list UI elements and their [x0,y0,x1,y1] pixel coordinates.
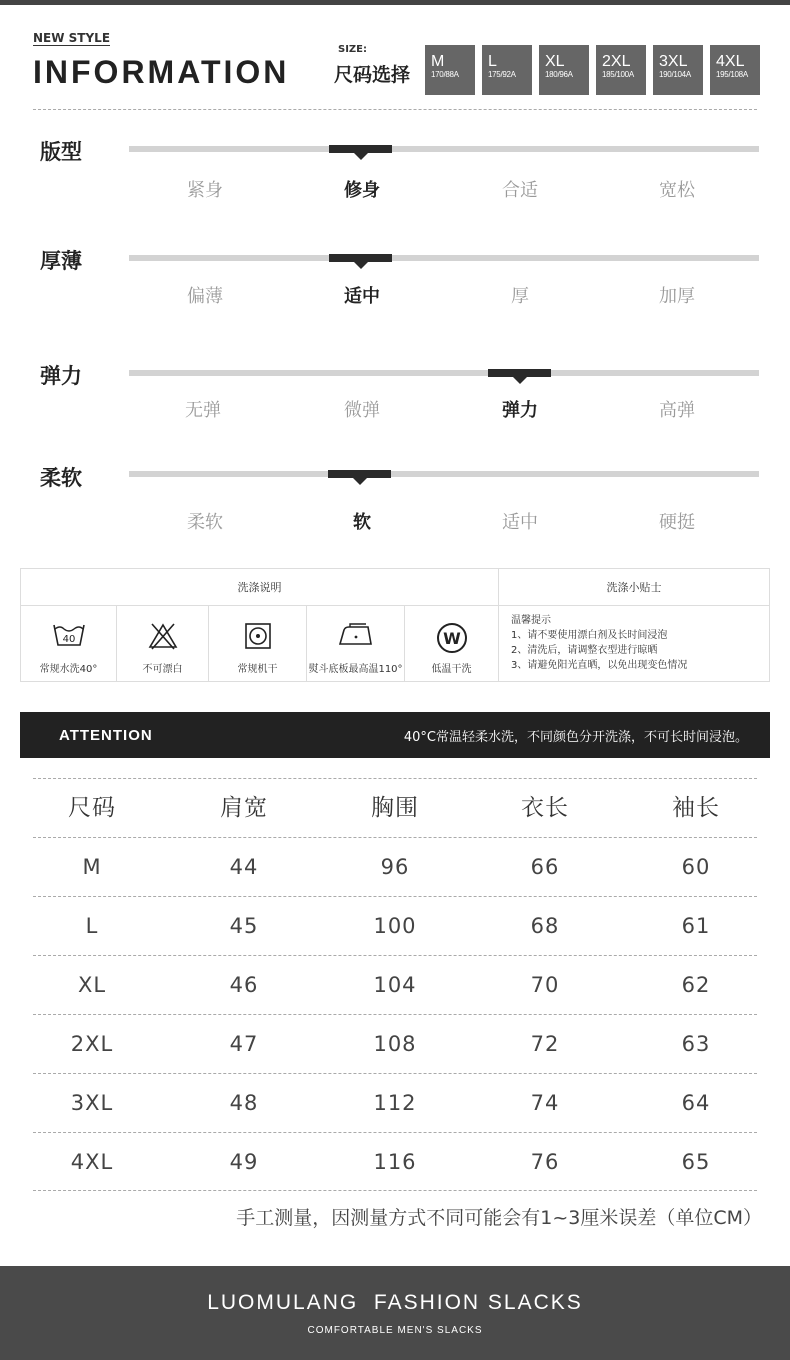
table-row [33,1073,757,1132]
size-table [33,778,757,1191]
size-name: 4XL [716,53,745,70]
table-cell: 2XL [70,1032,114,1056]
table-row [33,1132,757,1191]
attention-title: ATTENTION [59,727,153,744]
attribute-track [129,255,759,261]
attribute-option: 厚 [511,286,529,307]
attribute-name: 柔软 [40,466,82,490]
wash-icon-text: 40 [62,634,75,645]
attribute-option-selected: 弹力 [502,400,538,421]
table-cell: 61 [681,914,711,938]
size-spec: 185/100A [602,70,634,79]
table-cell: 116 [373,1150,417,1174]
size-spec: 180/96A [545,70,573,79]
table-cell: M [82,855,102,879]
attribute-option: 硬挺 [659,512,695,533]
wash-item [405,606,499,682]
top-bar [0,0,790,5]
wash-item [307,606,405,682]
attribute-option: 加厚 [659,286,695,307]
wash-item [21,606,117,682]
table-cell: 100 [373,914,417,938]
attention-text: 40°C常温轻柔水洗，不同颜色分开洗涤，不可长时间浸泡。 [403,730,748,745]
attribute-marker [329,145,392,153]
attribute-track [129,471,759,477]
attribute-marker [488,369,551,377]
size-selector [425,45,760,95]
attribute-option: 合适 [502,180,538,201]
wash-label: 熨斗底板最高温110° [308,664,403,675]
table-cell: 44 [229,855,259,879]
wash-tip-line: 1、请不要使用漂白剂及长时间浸泡 [511,630,668,641]
size-option-xl[interactable] [539,45,589,95]
wash-item [209,606,307,682]
table-cell: 65 [681,1150,711,1174]
size-option-4xl[interactable] [710,45,760,95]
size-name: 2XL [602,53,631,70]
table-cell: 47 [229,1032,259,1056]
footer-subtitle: COMFORTABLE MEN'S SLACKS [307,1325,483,1336]
attribute-marker [329,254,392,262]
table-cell: 62 [681,973,711,997]
table-header-cell: 袖长 [672,795,720,821]
wash-label: 常规机干 [237,664,278,675]
table-cell: 74 [530,1091,560,1115]
size-label: SIZE: [338,44,368,55]
size-option-3xl[interactable] [653,45,703,95]
table-header-cell: 衣长 [521,795,569,821]
wash-tip-line: 温馨提示 [511,615,551,626]
wash-tips-title: 洗涤小贴士 [499,569,769,606]
table-cell: 46 [229,973,259,997]
wash-instructions-table [20,568,770,682]
size-option-l[interactable] [482,45,532,95]
attribute-option-selected: 适中 [344,286,380,307]
attribute-option: 宽松 [659,180,695,201]
table-row [33,955,757,1014]
table-cell: 48 [229,1091,259,1115]
table-cell: XL [77,973,107,997]
attention-banner [20,712,770,758]
attribute-marker [328,470,391,478]
attribute-option-selected: 软 [353,512,371,533]
divider [33,109,757,110]
new-style-label: NEW STYLE [33,31,111,45]
table-row [33,1014,757,1073]
size-spec: 190/104A [659,70,691,79]
wash-label: 不可漂白 [142,664,183,675]
table-header-cell: 尺码 [68,795,116,821]
table-cell: L [85,914,99,938]
size-spec: 170/88A [431,70,459,79]
attribute-name: 版型 [40,140,82,164]
no-bleach-icon [148,622,178,650]
size-table-header [33,778,757,837]
size-option-m[interactable] [425,45,475,95]
attribute-track [129,370,759,376]
dry-clean-icon-text: W [442,629,461,648]
table-cell: 63 [681,1032,711,1056]
table-cell: 72 [530,1032,560,1056]
footer-banner [0,1266,790,1360]
attribute-fit [0,136,790,216]
wash-tip-line: 3、请避免阳光直晒，以免出现变色情况 [511,660,688,671]
table-header-cell: 肩宽 [220,795,268,821]
table-cell: 76 [530,1150,560,1174]
attribute-name: 厚薄 [40,249,82,273]
tumble-dry-icon [244,622,272,650]
wash-label: 低温干洗 [431,664,472,675]
wash-40-icon [52,622,86,648]
footer-brand: LUOMULANG FASHION SLACKS [207,1291,583,1314]
attribute-track [129,146,759,152]
table-cell: 3XL [70,1091,114,1115]
table-cell: 64 [681,1091,711,1115]
table-row [33,896,757,955]
size-label-cn: 尺码选择 [334,64,411,86]
table-cell: 108 [373,1032,417,1056]
size-spec: 175/92A [488,70,516,79]
attribute-thickness [0,245,790,325]
dry-clean-icon [436,622,468,654]
wash-tip-line: 2、清洗后，请调整衣型进行晾晒 [511,645,658,656]
measurement-note: 手工测量，因测量方式不同可能会有1~3厘米误差（单位CM） [236,1207,762,1229]
table-cell: 68 [530,914,560,938]
table-cell: 60 [681,855,711,879]
iron-icon [336,622,376,648]
table-cell: 96 [380,855,410,879]
table-cell: 104 [373,973,417,997]
size-name: 3XL [659,53,688,70]
table-row [33,837,757,896]
attribute-option: 偏薄 [187,286,223,307]
table-cell: 4XL [70,1150,114,1174]
size-name: L [488,53,497,70]
size-name: XL [545,53,565,70]
table-header-cell: 胸围 [371,795,419,821]
table-cell: 70 [530,973,560,997]
wash-label: 常规水洗40° [39,664,98,675]
table-cell: 112 [373,1091,417,1115]
attribute-option: 适中 [502,512,538,533]
wash-instructions-title: 洗涤说明 [21,569,499,606]
attribute-option: 微弹 [344,400,380,421]
attribute-name: 弹力 [40,364,82,388]
attribute-softness [0,462,790,542]
table-cell: 49 [229,1150,259,1174]
attribute-option-selected: 修身 [344,180,380,201]
wash-item [117,606,209,682]
size-name: M [431,53,445,70]
size-option-2xl[interactable] [596,45,646,95]
attribute-option: 无弹 [185,400,221,421]
wash-tips [511,613,687,673]
attribute-elasticity [0,360,790,440]
size-spec: 195/108A [716,70,748,79]
page-title: INFORMATION [33,54,290,90]
attribute-option: 紧身 [187,180,223,201]
table-cell: 45 [229,914,259,938]
attribute-option: 高弹 [659,400,695,421]
attribute-option: 柔软 [187,512,223,533]
table-cell: 66 [530,855,560,879]
